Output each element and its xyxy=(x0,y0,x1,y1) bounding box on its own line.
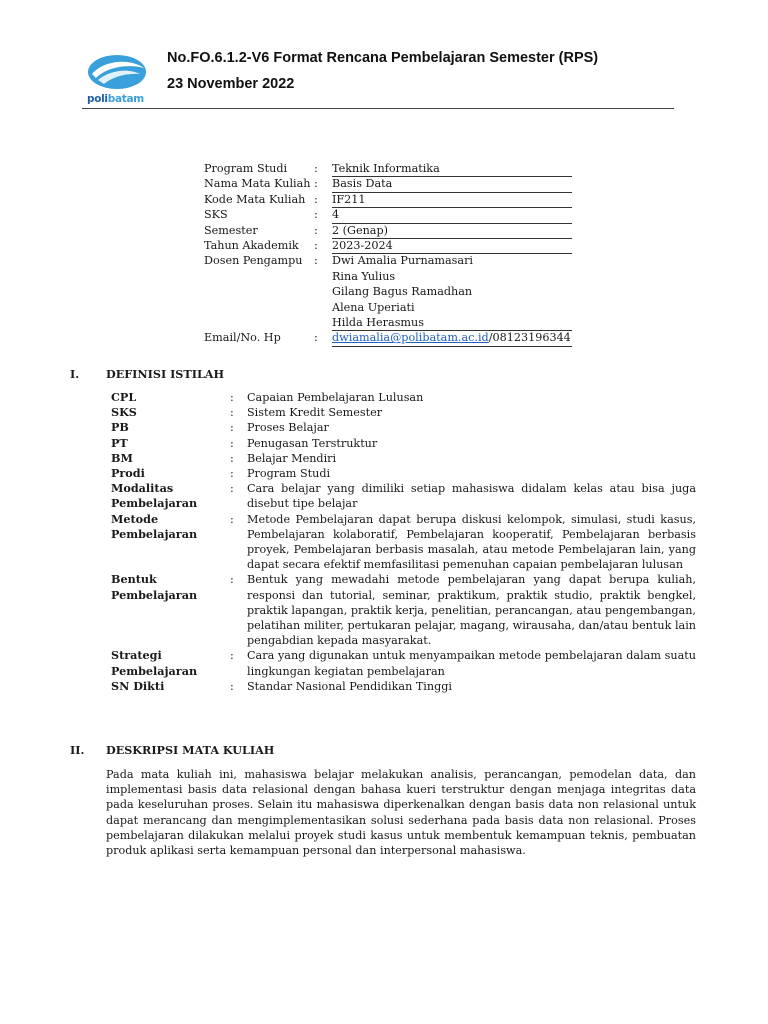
definition-term: Bentuk Pembelajaran xyxy=(111,572,198,602)
form-title: No.FO.6.1.2-V6 Format Rencana Pembelajaran Semester (RPS) xyxy=(167,50,599,66)
info-row-sks xyxy=(204,208,572,223)
definition-colon: : xyxy=(230,436,234,450)
definition-row xyxy=(111,648,696,678)
info-label: Kode Mata Kuliah xyxy=(204,192,306,206)
definition-colon: : xyxy=(230,467,234,481)
definition-row xyxy=(111,466,696,481)
info-label: SKS xyxy=(204,208,228,222)
definition-term: BM xyxy=(111,450,133,465)
info-label: Dosen Pengampu xyxy=(204,254,303,268)
info-row-email xyxy=(204,331,572,346)
definition-text: Cara belajar yang dimiliki setiap mahasiswa didalam kelas atau bisa juga disebut tipe belajar xyxy=(247,482,696,511)
info-row-kode-mata-kuliah xyxy=(204,193,572,208)
definition-row xyxy=(111,679,696,694)
definition-colon: : xyxy=(230,406,234,420)
definition-term: Prodi xyxy=(111,466,145,481)
definition-term: SKS xyxy=(111,405,137,420)
course-description: Pada mata kuliah ini, mahasiswa belajar melakukan analisis, perancangan, pemodelan data, dan implementasi basis data relasional dengan bahasa kueri terstruktur dengan menjaga integritas data pada keseluruhan proses. Selain itu mahasiswa diperkenalkan dengan basis data non relasional untuk dapat merancang dan mengimplementasikan solusi sederhana pada basis data non relasional. Proses pembelajaran dilakukan melalui proyek studi kasus untuk membentuk kemampuan teknis, pembuatan produk aplikasi serta kemampuan personal dan interpersonal mahasiswa. xyxy=(106,768,696,858)
definition-term: SN Dikti xyxy=(111,678,165,693)
definition-term: Strategi Pembelajaran xyxy=(111,648,198,678)
definitions-list xyxy=(111,390,696,694)
definition-term: PB xyxy=(111,420,129,435)
info-row-nama-mata-kuliah xyxy=(204,177,572,192)
info-colon: : xyxy=(314,254,318,268)
form-date: 23 November 2022 xyxy=(167,76,295,92)
info-colon: : xyxy=(314,177,318,191)
definition-colon: : xyxy=(230,482,234,496)
info-colon: : xyxy=(314,162,318,175)
info-colon: : xyxy=(314,223,318,237)
definition-row xyxy=(111,436,696,451)
definition-colon: : xyxy=(230,421,234,435)
definition-text: Bentuk yang mewadahi metode pembelajaran yang dapat berupa kuliah, responsi dan tutorial, seminar, praktikum, praktik studio, praktik bengkel, praktik lapangan, praktik kerja, penelitian, perancangan, atau pengembangan, pelatihan militer, pertukaran pelajar, magang, wirausaha, dan/atau bentuk lain pengabdian kepada masyarakat. xyxy=(247,573,696,648)
definition-term: PT xyxy=(111,435,128,450)
section-title: DESKRIPSI MATA KULIAH xyxy=(106,743,275,757)
info-value: 4 xyxy=(332,208,572,223)
info-colon: : xyxy=(314,331,318,345)
info-colon: : xyxy=(314,208,318,222)
info-label: Nama Mata Kuliah xyxy=(204,177,311,191)
definition-text: Penugasan Terstruktur xyxy=(247,436,378,450)
definition-row xyxy=(111,572,696,648)
logo-emblem-icon xyxy=(84,48,150,94)
info-row-semester xyxy=(204,224,572,239)
course-info-block xyxy=(204,162,572,347)
definition-colon: : xyxy=(230,512,234,526)
definition-colon: : xyxy=(230,649,234,663)
logo-wordmark: polibatam xyxy=(87,93,144,105)
info-value: Basis Data xyxy=(332,177,572,192)
info-row-lecturer xyxy=(204,285,572,300)
info-value: 2023-2024 xyxy=(332,239,572,254)
definition-row xyxy=(111,481,696,511)
definition-colon: : xyxy=(230,451,234,465)
info-row-program-studi xyxy=(204,162,572,177)
definition-text: Cara yang digunakan untuk menyampaikan metode pembelajaran dalam suatu lingkungan kegiatan pembelajaran xyxy=(247,649,696,678)
section-number: II. xyxy=(70,743,85,757)
definition-row xyxy=(111,420,696,435)
definition-text: Metode Pembelajaran dapat berupa diskusi kelompok, simulasi, studi kasus, Pembelajaran kolaboratif, Pembelajaran kooperatif, Pembelajaran berbasis proyek, Pembelajaran berbasis masalah, atau metode Pembelajaran lain, yang dapat secara efektif memfasilitasi pemenuhan capaian pembelajaran lulusan xyxy=(247,512,696,572)
info-value: 2 (Genap) xyxy=(332,224,572,239)
info-colon: : xyxy=(314,238,318,252)
phone-number: /08123196344 xyxy=(488,331,571,345)
info-value: Dwi Amalia Purnamasari xyxy=(332,254,473,268)
info-label: Tahun Akademik xyxy=(204,238,299,252)
lecturer-name: Hilda Herasmus xyxy=(332,316,572,331)
email-link[interactable]: dwiamalia@polibatam.ac.id xyxy=(332,331,489,345)
definition-row xyxy=(111,451,696,466)
definition-text: Program Studi xyxy=(247,467,331,481)
info-row-tahun-akademik xyxy=(204,239,572,254)
info-label: Program Studi xyxy=(204,162,288,175)
definition-term: CPL xyxy=(111,390,137,404)
section-title: DEFINISI ISTILAH xyxy=(106,367,225,381)
info-row-lecturer xyxy=(204,316,572,331)
definition-row xyxy=(111,390,696,405)
definition-row xyxy=(111,405,696,420)
info-row-lecturer xyxy=(204,270,572,285)
info-row-lecturer xyxy=(204,301,572,316)
info-value xyxy=(332,331,572,346)
definition-term: Modalitas Pembelajaran xyxy=(111,481,198,511)
lecturer-name: Alena Uperiati xyxy=(332,300,415,314)
definition-text: Sistem Kredit Semester xyxy=(247,406,383,420)
definition-term: Metode Pembelajaran xyxy=(111,511,198,541)
definition-colon: : xyxy=(230,679,234,693)
section-number: I. xyxy=(70,367,80,381)
polibatam-logo xyxy=(84,48,150,106)
info-label: Email/No. Hp xyxy=(204,331,281,345)
definition-text: Proses Belajar xyxy=(247,421,329,435)
definition-text: Capaian Pembelajaran Lulusan xyxy=(247,391,424,404)
definition-text: Belajar Mendiri xyxy=(247,451,337,465)
section-heading-definisi xyxy=(70,367,224,381)
definition-row xyxy=(111,512,696,573)
info-label: Semester xyxy=(204,223,258,237)
info-value: Teknik Informatika xyxy=(332,162,572,177)
definition-colon: : xyxy=(230,573,234,587)
section-heading-deskripsi xyxy=(70,743,274,757)
document-header xyxy=(82,44,674,109)
definition-text: Standar Nasional Pendidikan Tinggi xyxy=(247,679,452,693)
lecturer-name: Gilang Bagus Ramadhan xyxy=(332,285,473,299)
definition-colon: : xyxy=(230,391,234,404)
lecturer-name: Rina Yulius xyxy=(332,269,396,283)
info-colon: : xyxy=(314,192,318,206)
info-row-dosen-pengampu xyxy=(204,254,572,269)
info-value: IF211 xyxy=(332,193,572,208)
